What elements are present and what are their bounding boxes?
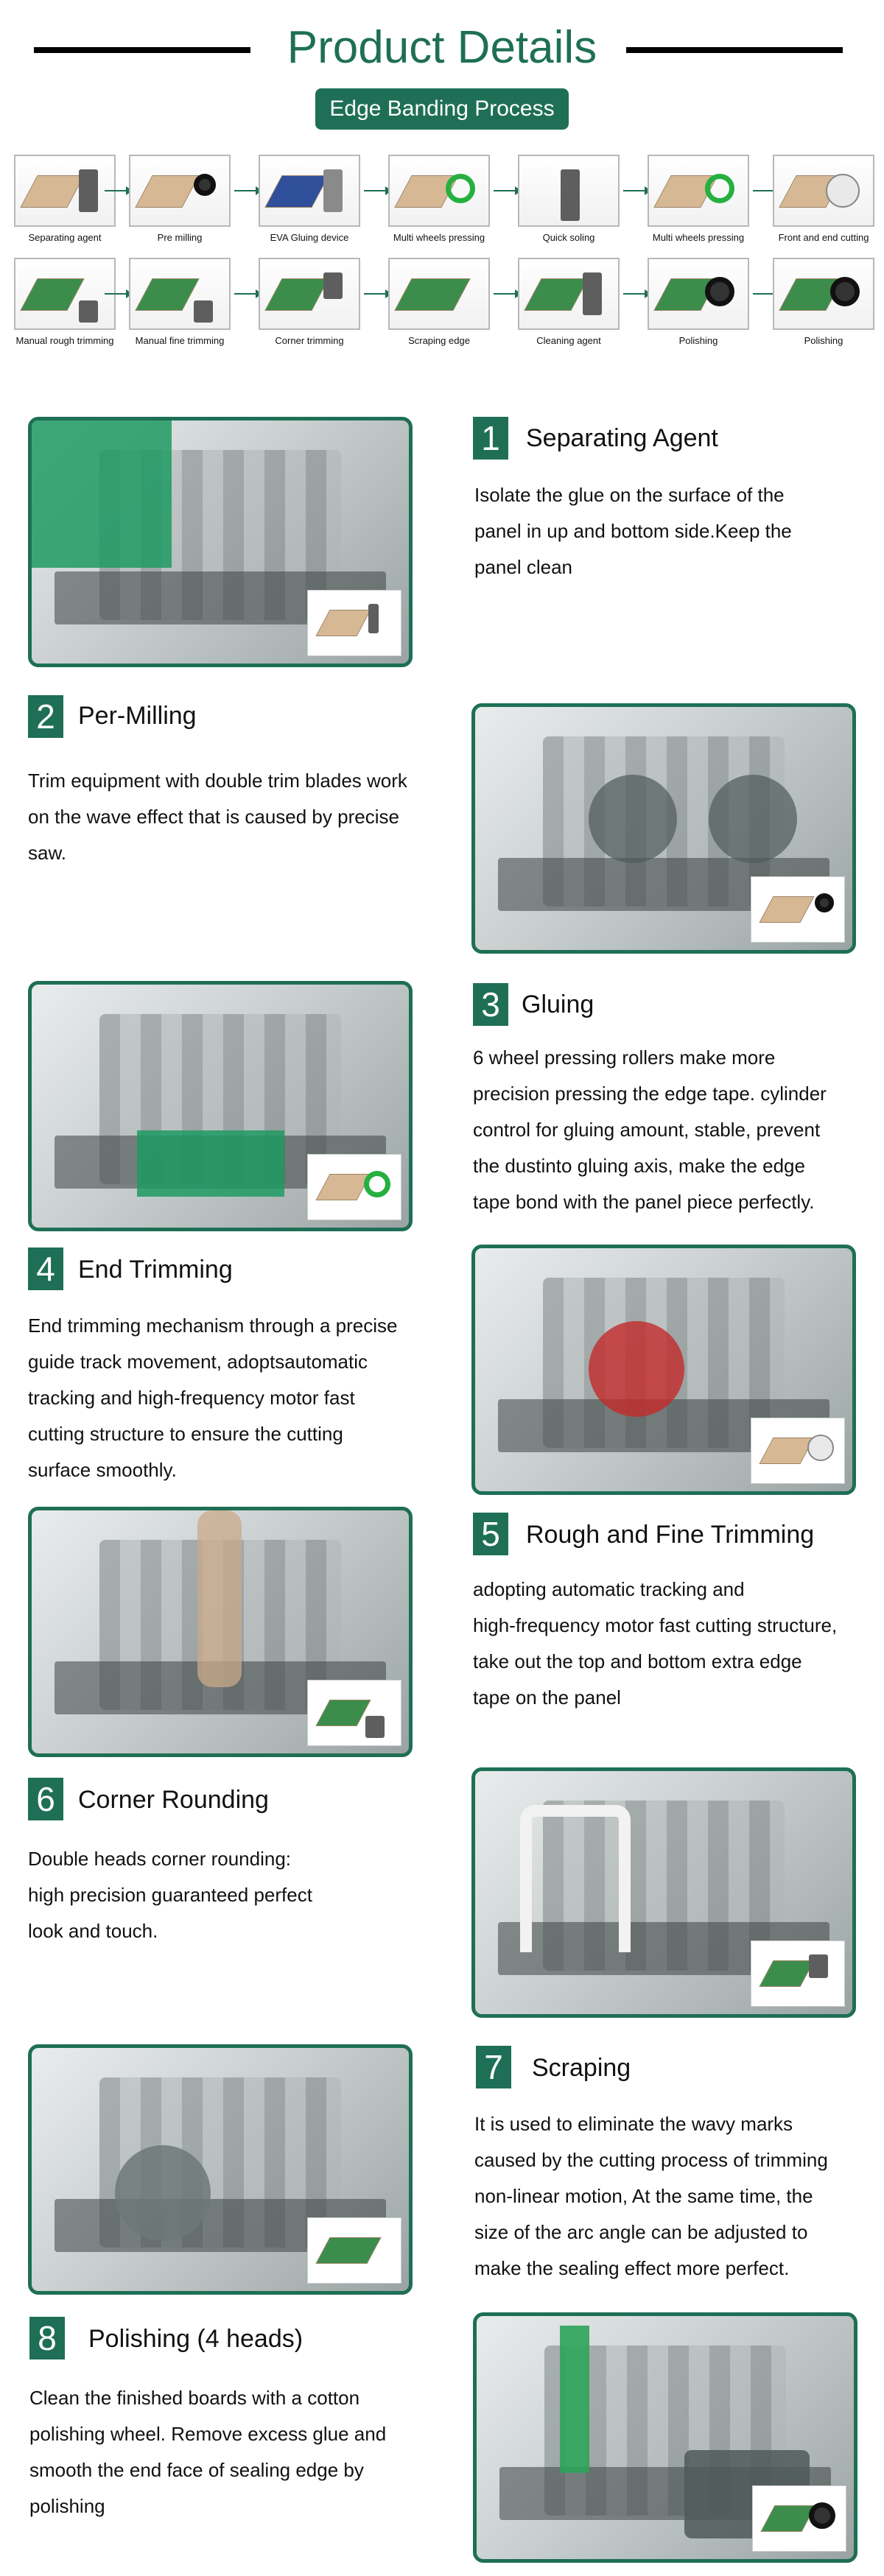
corner-rounding-photo xyxy=(471,1767,856,2018)
process-step-label: Cleaning agent xyxy=(536,335,601,346)
process-step-label: Scraping edge xyxy=(408,335,470,346)
section-number: 5 xyxy=(473,1513,508,1555)
scraping-photo xyxy=(28,2044,413,2295)
process-step-label: Multi wheels pressing xyxy=(652,232,745,243)
scraping-edge-icon xyxy=(388,258,490,330)
process-step xyxy=(245,258,374,348)
process-step-label: Pre milling xyxy=(157,232,203,243)
section-title: Corner Rounding xyxy=(78,1786,269,1814)
polishing-icon xyxy=(773,258,874,330)
pre-milling-icon xyxy=(129,155,231,227)
section-number: 7 xyxy=(476,2046,511,2088)
section-description: 6 wheel pressing rollers make more precision pressing the edge tape. cylinder control for gluing amount, stable, prevent the dustinto gluing axis, make the edge tape bond with the panel piece perfectly. xyxy=(473,1046,827,1213)
gluing-photo xyxy=(28,981,413,1231)
process-step-label: EVA Gluing device xyxy=(270,232,349,243)
section-number: 1 xyxy=(473,417,508,460)
process-step xyxy=(115,258,245,348)
pre-milling-photo xyxy=(471,703,856,954)
process-step-label: Corner trimming xyxy=(275,335,344,346)
separating-agent-icon xyxy=(14,155,116,227)
section-number: 4 xyxy=(28,1247,63,1290)
page-title: Product Details xyxy=(287,22,597,73)
process-step-label: Manual fine trimming xyxy=(135,335,225,346)
process-step-label: Front and end cutting xyxy=(778,232,869,243)
gluing-device-icon xyxy=(259,155,360,227)
section-description: Isolate the glue on the surface of the panel in up and bottom side.Keep the panel clean xyxy=(474,484,792,578)
process-step xyxy=(374,155,504,244)
polishing-icon xyxy=(648,258,749,330)
section-title: Scraping xyxy=(532,2054,631,2082)
process-step xyxy=(0,155,130,244)
front-end-cutting-icon xyxy=(773,155,874,227)
process-step-label: Multi wheels pressing xyxy=(393,232,485,243)
process-step xyxy=(504,258,634,348)
polishing-photo xyxy=(473,2312,857,2563)
process-step xyxy=(374,258,504,348)
section-title: Per-Milling xyxy=(78,702,197,730)
section-title: Rough and Fine Trimming xyxy=(526,1521,815,1549)
process-step-label: Separating agent xyxy=(28,232,102,243)
process-step xyxy=(634,155,763,244)
process-step-label: Quick soling xyxy=(542,232,595,243)
section-title: End Trimming xyxy=(78,1256,233,1284)
process-step xyxy=(0,258,130,348)
process-step xyxy=(763,258,884,348)
quick-soling-icon xyxy=(518,155,620,227)
process-step xyxy=(245,155,374,244)
process-step-label: Polishing xyxy=(678,335,718,346)
section-number: 3 xyxy=(473,983,508,1026)
corner-trimming-icon xyxy=(259,258,360,330)
section-title: Separating Agent xyxy=(526,424,718,452)
section-number: 6 xyxy=(28,1778,63,1820)
process-step xyxy=(115,155,245,244)
section-description: Double heads corner rounding: high precision guaranteed perfect look and touch. xyxy=(28,1848,312,1942)
end-trimming-photo xyxy=(471,1245,856,1495)
rough-fine-trimming-photo xyxy=(28,1507,413,1757)
section-description: Trim equipment with double trim blades work on the wave effect that is caused by precise saw. xyxy=(28,770,407,864)
process-step xyxy=(763,155,884,244)
fine-trimming-icon xyxy=(129,258,231,330)
section-description: It is used to eliminate the wavy marks caused by the cutting process of trimming non-linear motion, At the same time, the size of the arc angle can be adjusted to make the sealing effect more perfect. xyxy=(474,2113,828,2279)
section-number: 2 xyxy=(28,695,63,738)
multi-wheels-pressing-icon xyxy=(388,155,490,227)
rough-trimming-icon xyxy=(14,258,116,330)
section-title: Polishing (4 heads) xyxy=(88,2325,304,2353)
section-title: Gluing xyxy=(522,990,594,1018)
cleaning-agent-icon xyxy=(518,258,620,330)
section-description: adopting automatic tracking and high-frequency motor fast cutting structure, take out the top and bottom extra edge tape on the panel xyxy=(473,1578,838,1708)
section-description: Clean the finished boards with a cotton polishing wheel. Remove excess glue and smooth the end face of sealing edge by polishing xyxy=(29,2387,387,2517)
process-step-label: Manual rough trimming xyxy=(15,335,114,346)
multi-wheels-pressing-icon xyxy=(648,155,749,227)
section-number: 8 xyxy=(29,2317,65,2359)
process-step xyxy=(634,258,763,348)
section-description: End trimming mechanism through a precise guide track movement, adoptsautomatic tracking and high-frequency motor fast cutting structure to ensure the cutting surface smoothly. xyxy=(28,1315,398,1481)
separating-agent-photo xyxy=(28,417,413,667)
process-badge: Edge Banding Process xyxy=(315,88,569,130)
process-step xyxy=(504,155,634,244)
process-step-label: Polishing xyxy=(804,335,843,346)
